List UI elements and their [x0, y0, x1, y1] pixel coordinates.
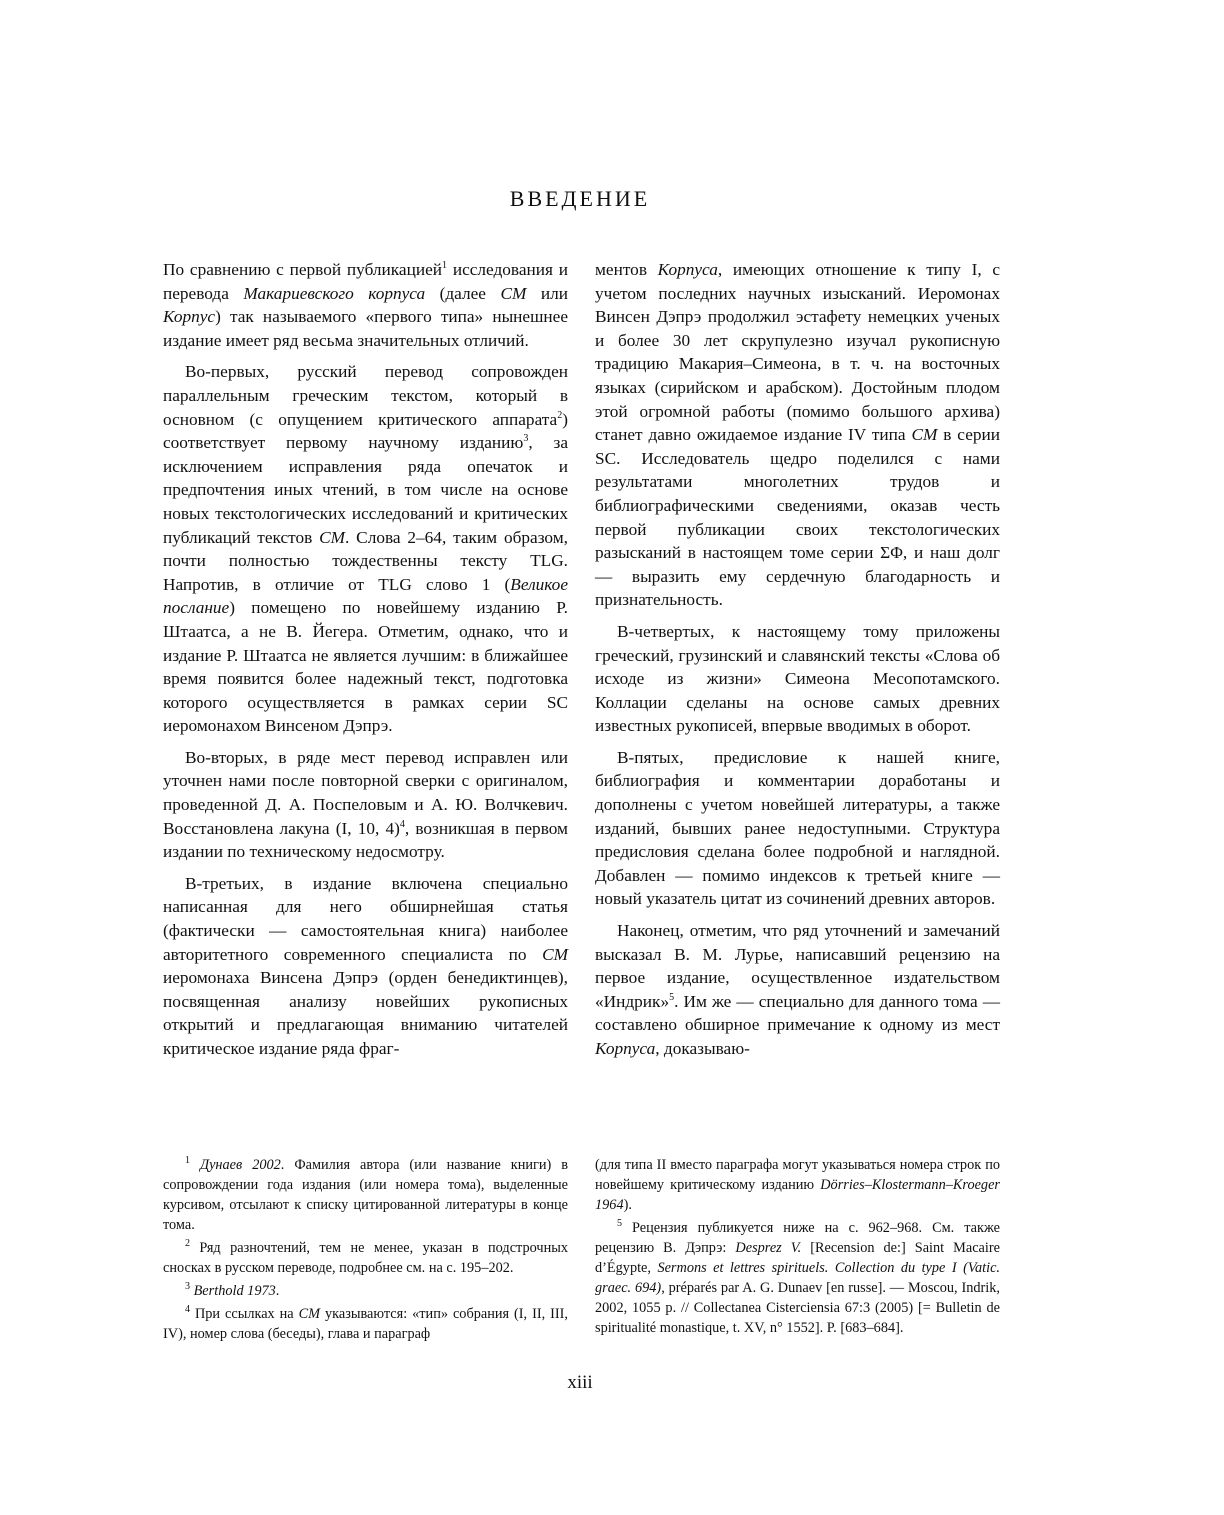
text-segment: , за исключением исправления ряда опечаток и предпочтения иных чтений, в том числе на основе новых текстологических исследований и критических публикаций текстов	[163, 433, 568, 547]
italic-text: Макариевского корпуса	[243, 283, 426, 303]
italic-text: Sermons et lettres spirituels. Collection du type I (Vatic. graec. 694)	[595, 1260, 1000, 1296]
paragraph	[595, 919, 1000, 1061]
text-segment: . Слова 2–64, таким образом, почти полностью тождественны тексту TLG. Напротив, в отличие от TLG слово 1 (	[163, 527, 568, 594]
text-segment: или	[526, 283, 568, 303]
footnote-ref: 2	[557, 409, 563, 421]
text-segment: В-третьих, в издание включена специально написанная для него обширнейшая статья (фактически — самостоятельная книга) наиболее авторитетного современного специалиста по	[163, 873, 568, 964]
text-segment: В-пятых, предисловие к нашей книге, библиография и комментарии доработаны и дополнены с учетом новейшей литературы, а также изданий, бывших ранее недоступными. Структура предисловия сделана более подробной и наглядной. Добавлен — помимо индексов к третьей книге — новый указатель цитат из сочинений древних авторов.	[595, 747, 1000, 909]
footnote-ref: 3	[185, 1281, 190, 1293]
text-segment: , возникшая в первом издании по техническому недосмотру.	[163, 818, 568, 862]
paragraph	[163, 746, 568, 864]
text-segment: .	[275, 1283, 280, 1299]
footnote	[163, 1155, 568, 1235]
footnote	[595, 1218, 1000, 1338]
italic-text: Berthold 1973	[193, 1283, 276, 1299]
footnotes-left	[163, 1155, 568, 1347]
italic-text: Корпус	[163, 307, 216, 327]
footnote-ref: 4	[399, 818, 405, 830]
italic-text: Дунаев 2002	[199, 1157, 281, 1173]
text-segment: Во-первых, русский перевод сопровожден параллельным греческим текстом, который в основном (с опущением критического аппарата	[163, 362, 568, 429]
footnote	[163, 1238, 568, 1278]
text-segment: [Recension de:] Saint Macaire d’Égypte,	[595, 1240, 1000, 1276]
text-segment: ментов	[595, 260, 658, 279]
paragraph	[163, 258, 568, 352]
footnotes-right	[595, 1155, 1000, 1341]
text-segment: Ряд разночтений, тем не менее, указан в подстрочных сносках в русском переводе, подробнее см. на с. 195–202.	[163, 1240, 568, 1276]
italic-text: СМ	[319, 527, 346, 547]
italic-text: СМ	[298, 1306, 321, 1322]
text-segment: , préparés par A. G. Dunaev [en russe]. — Moscou, Indrik, 2002, 1055 p. // Collectanea Cisterciensia 67:3 (2005) [= Bulletin de spiritualité monastique, t. XV, n° 1552]. P. [683–684].	[595, 1280, 1000, 1336]
text-segment: (для типа II вместо параграфа могут указываться номера строк по новейшему критическому изданию	[595, 1157, 1000, 1193]
text-segment: Во-вторых, в ряде мест перевод исправлен или уточнен нами после повторной сверки с оригиналом, проведенной Д. А. Поспеловым и А. Ю. Волчкевич. Восстановлена лакуна (I, 10, 4)	[163, 747, 568, 838]
page-title: ВВЕДЕНИЕ	[509, 186, 651, 211]
text-segment: ) соответствует первому научному изданию	[163, 409, 568, 453]
text-segment: в серии SC. Исследователь щедро поделился с нами результатами многолетних трудов и библиографическими сведениями, оказав честь первой публикации своих текстологических разысканий в настоящем томе серии ΣΦ, и наш долг — выразить ему сердечную благодарность и признательность.	[595, 425, 1001, 610]
italic-text: Dörries–Klostermann–Kroeger 1964	[595, 1177, 1000, 1213]
paragraph	[595, 258, 1000, 612]
text-segment: указываются: «тип» собрания (I, II, III, IV), номер слова (беседы), глава и параграф	[163, 1306, 568, 1342]
italic-text: Корпуса	[595, 1039, 656, 1058]
text-segment: исследования и перевода	[163, 260, 568, 303]
text-segment: В-четвертых, к настоящему тому приложены греческий, грузинский и славянский тексты «Слова об исходе из жизни» Симеона Месопотамского. Коллации сделаны на основе самых древних известных рукописей, впервые вводимых в оборот.	[595, 621, 1000, 736]
footnote-ref: 3	[523, 433, 529, 445]
text-segment: иеромонаха Винсена Дэпрэ (орден бенедиктинцев), посвященная анализу новейших рукописных открытий и предлагающая вниманию читателей критическое издание ряда фраг-	[163, 968, 568, 1058]
text-segment: ) так называемого «первого типа» нынешнее издание имеет ряд весьма значительных отличий.	[163, 307, 568, 350]
footnote-ref: 5	[617, 1218, 622, 1230]
footnote	[595, 1155, 1000, 1215]
paragraph	[595, 746, 1000, 911]
text-segment: ) помещено по новейшему изданию Р. Штаатса, а не В. Йегера. Отметим, однако, что и издание Р. Штаатса не является лучшим: в ближайшее время появится более надежный текст, подготовка которого осуществляется в рамках серии SC иеромонахом Винсеном Дэпрэ.	[163, 598, 568, 736]
italic-text: Корпуса	[657, 260, 718, 279]
footnote-ref: 2	[185, 1238, 190, 1250]
footnote	[163, 1281, 568, 1301]
italic-text: СМ	[911, 425, 938, 445]
text-segment: , доказываю-	[655, 1039, 750, 1058]
footnote-ref: 4	[185, 1304, 190, 1316]
footnote-ref: 1	[442, 260, 448, 272]
paragraph	[163, 360, 568, 738]
italic-text: Desprez V.	[735, 1240, 802, 1256]
text-segment: ).	[623, 1197, 632, 1213]
text-segment: . Фамилия автора (или название книги) в сопровождении года издания (или номера тома), выделенные курсивом, отсылают к списку цитированной литературы в конце тома.	[163, 1157, 569, 1233]
text-segment: Рецензия публикуется ниже на с. 962–968. См. также рецензию В. Дэпрэ:	[595, 1220, 1000, 1256]
page-number: xiii	[567, 1372, 593, 1393]
paragraph	[595, 620, 1000, 738]
text-segment: (далее	[425, 283, 501, 303]
text-segment: , имеющих отношение к типу I, с учетом последних научных изысканий. Иеромонах Винсен Дэпрэ продолжил эстафету немецких ученых и более 30 лет скрупулезно изучал рукописную традицию Макария–Симеона, в т. ч. на восточных языках (сирийском и арабском). Достойным плодом этой огромной работы (помимо большого архива) станет давно ожидаемое издание IV типа	[595, 260, 1000, 445]
text-segment: При ссылках на	[190, 1306, 299, 1322]
footnote-ref: 5	[669, 992, 675, 1004]
footnote	[163, 1304, 568, 1344]
paragraph	[163, 872, 568, 1061]
italic-text: Великое послание	[163, 574, 568, 618]
right-column	[595, 258, 1000, 1061]
text-segment: . Им же — специально для данного тома — составлено обширное примечание к одному из мест	[595, 991, 1000, 1035]
italic-text: СМ	[500, 283, 527, 303]
text-segment	[190, 1157, 200, 1173]
footnote-ref: 1	[185, 1155, 190, 1167]
left-column	[163, 258, 568, 1061]
text-segment: По сравнению с первой публикацией	[163, 260, 443, 279]
italic-text: СМ	[542, 944, 568, 964]
text-segment: Наконец, отметим, что ряд уточнений и замечаний высказал В. М. Лурье, написавший рецензию на первое издание, осуществленное издательством «Индрик»	[595, 921, 1000, 1011]
